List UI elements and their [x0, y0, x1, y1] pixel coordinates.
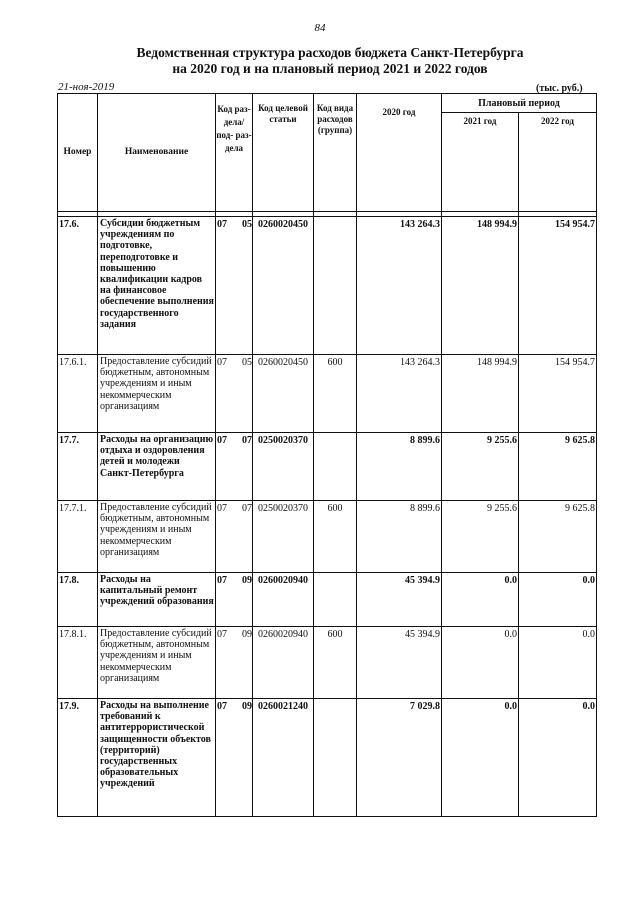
- table-row: [58, 433, 597, 501]
- row-name: Расходы на выполнение требований к антитеррористической защищенности объектов (территорий) государственных образовательных учреждений: [98, 699, 216, 817]
- row-name: Предоставление субсидий бюджетным, автономным учреждениям и иным некоммерческим организациям: [98, 355, 216, 433]
- row-value-2022: 9 625.8: [519, 501, 597, 573]
- row-expense-type: [314, 573, 357, 627]
- row-podrazdel-code: 05: [242, 219, 252, 230]
- row-podrazdel-code: 05: [242, 357, 252, 368]
- row-number: 17.6.1.: [58, 355, 98, 433]
- row-razdel-code: 07: [217, 575, 227, 586]
- header-name: Наименование: [98, 94, 216, 212]
- row-razdel-code: 07: [217, 701, 227, 712]
- header-2020: 2020 год: [357, 94, 442, 212]
- row-podrazdel-code: 07: [242, 503, 252, 514]
- row-value-2020: 8 899.6: [357, 501, 442, 573]
- page-number: 84: [314, 22, 326, 34]
- row-target-code: 0260020940: [253, 627, 314, 699]
- row-razdel-code: 07: [217, 219, 227, 230]
- row-expense-type: [314, 699, 357, 817]
- row-number: 17.7.1.: [58, 501, 98, 573]
- row-name: Расходы на организацию отдыха и оздоровления детей и молодежи Санкт-Петербурга: [98, 433, 216, 501]
- row-value-2022: 9 625.8: [519, 433, 597, 501]
- row-expense-type: [314, 433, 357, 501]
- row-value-2022: 154 954.7: [519, 217, 597, 355]
- row-razdel-code: 07: [217, 503, 227, 514]
- row-number: 17.8.1.: [58, 627, 98, 699]
- header-2021: 2021 год: [442, 113, 519, 212]
- row-podrazdel-code: 07: [242, 435, 252, 446]
- row-target-code: 0250020370: [253, 433, 314, 501]
- row-value-2021: 148 994.9: [442, 355, 519, 433]
- row-value-2022: 0.0: [519, 627, 597, 699]
- row-expense-type: [314, 217, 357, 355]
- row-target-code: 0250020370: [253, 501, 314, 573]
- row-value-2022: 0.0: [519, 699, 597, 817]
- page-title: [60, 45, 600, 77]
- title-line-1: Ведомственная структура расходов бюджета Санкт-Петербурга: [136, 45, 524, 60]
- row-expense-type: 600: [314, 355, 357, 433]
- row-number: 17.8.: [58, 573, 98, 627]
- row-razdel: [216, 573, 253, 627]
- row-value-2022: 154 954.7: [519, 355, 597, 433]
- row-target-code: 0260021240: [253, 699, 314, 817]
- table-row: [58, 627, 597, 699]
- row-value-2020: 45 394.9: [357, 627, 442, 699]
- header-razdel: Код раз- дела/ под- раз- дела: [216, 94, 253, 212]
- row-value-2020: 8 899.6: [357, 433, 442, 501]
- row-target-code: 0260020940: [253, 573, 314, 627]
- row-name: Предоставление субсидий бюджетным, автономным учреждениям и иным некоммерческим организациям: [98, 501, 216, 573]
- row-target-code: 0260020450: [253, 355, 314, 433]
- table-row: [58, 355, 597, 433]
- row-razdel: [216, 501, 253, 573]
- row-value-2022: 0.0: [519, 573, 597, 627]
- row-razdel: [216, 433, 253, 501]
- row-value-2020: 45 394.9: [357, 573, 442, 627]
- row-razdel: [216, 217, 253, 355]
- header-planned-period: Плановый период: [442, 94, 597, 113]
- row-value-2020: 143 264.3: [357, 355, 442, 433]
- row-podrazdel-code: 09: [242, 575, 252, 586]
- row-number: 17.9.: [58, 699, 98, 817]
- row-value-2021: 0.0: [442, 699, 519, 817]
- row-name: Субсидии бюджетным учреждениям по подготовке, переподготовке и повышению квалификации кадров на финансовое обеспечение выполнения государственного задания: [98, 217, 216, 355]
- row-target-code: 0260020450: [253, 217, 314, 355]
- table-row: [58, 699, 597, 817]
- row-expense-type: 600: [314, 501, 357, 573]
- row-value-2021: 9 255.6: [442, 501, 519, 573]
- row-value-2020: 7 029.8: [357, 699, 442, 817]
- row-number: 17.6.: [58, 217, 98, 355]
- title-line-2: на 2020 год и на плановый период 2021 и 2022 годов: [172, 61, 488, 76]
- header-2022: 2022 год: [519, 113, 597, 212]
- row-value-2021: 148 994.9: [442, 217, 519, 355]
- row-value-2021: 0.0: [442, 573, 519, 627]
- row-name: Расходы на капитальный ремонт учреждений образования: [98, 573, 216, 627]
- row-razdel-code: 07: [217, 357, 227, 368]
- row-razdel: [216, 627, 253, 699]
- header-target-code: Код целевой статьи: [253, 94, 314, 212]
- table-body: [58, 217, 597, 817]
- row-name: Предоставление субсидий бюджетным, автономным учреждениям и иным некоммерческим организациям: [98, 627, 216, 699]
- header-expense-type: Код вида расходов (группа): [314, 94, 357, 212]
- row-value-2021: 0.0: [442, 627, 519, 699]
- header-number: Номер: [58, 94, 98, 212]
- row-razdel-code: 07: [217, 435, 227, 446]
- row-razdel-code: 07: [217, 629, 227, 640]
- table-row: [58, 573, 597, 627]
- row-expense-type: 600: [314, 627, 357, 699]
- row-podrazdel-code: 09: [242, 629, 252, 640]
- row-value-2021: 9 255.6: [442, 433, 519, 501]
- row-value-2020: 143 264.3: [357, 217, 442, 355]
- row-razdel: [216, 355, 253, 433]
- table-row: [58, 501, 597, 573]
- row-razdel: [216, 699, 253, 817]
- row-number: 17.7.: [58, 433, 98, 501]
- document-date: 21-ноя-2019: [58, 81, 115, 93]
- row-podrazdel-code: 09: [242, 701, 252, 712]
- table-row: [58, 217, 597, 355]
- budget-table: [57, 93, 597, 817]
- units-label: (тыс. руб.): [536, 83, 583, 94]
